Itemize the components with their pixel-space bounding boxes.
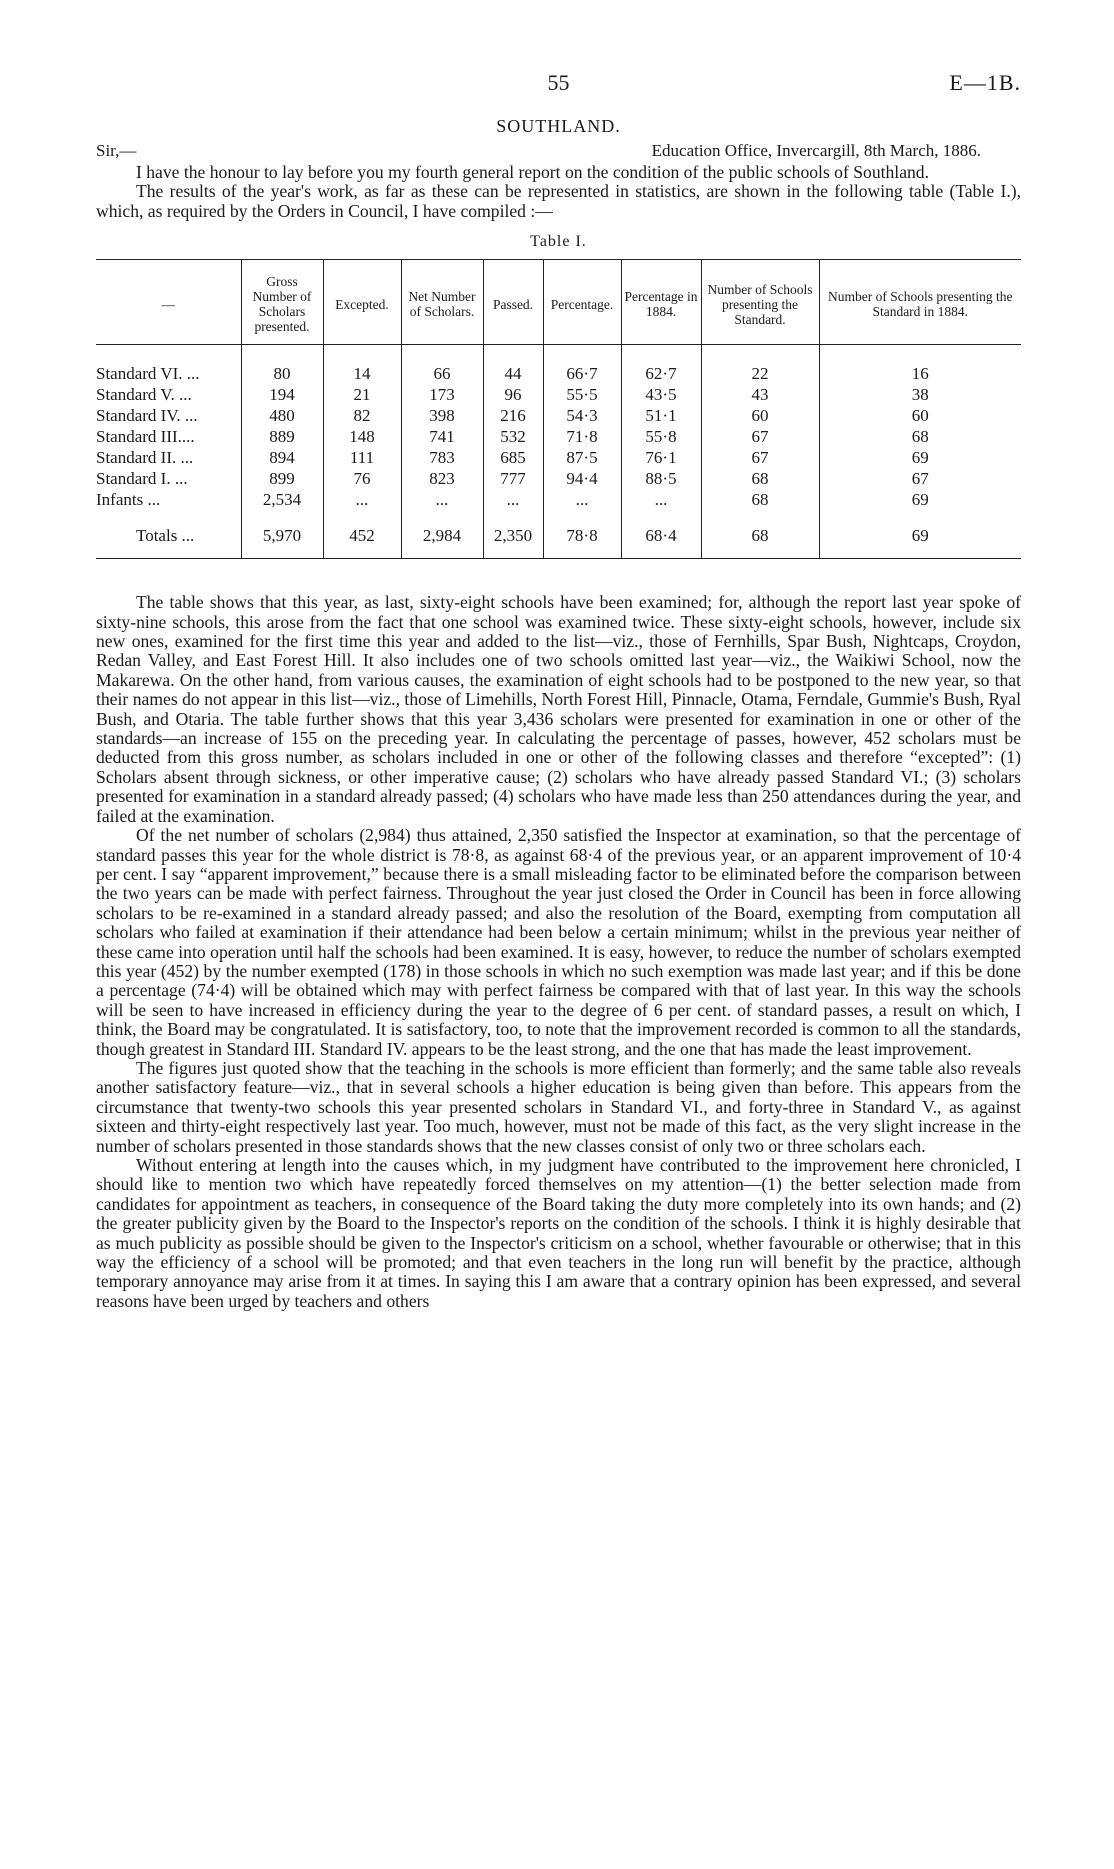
report-body [96,593,1021,1311]
body-paragraph-2: Of the net number of scholars (2,984) thus attained, 2,350 satisfied the Inspector at examination, so that the percentage of standard passes this year for the whole district is 78·8, as against 68·4 of the previous year, or an apparent improvement of 10·4 per cent. I say “apparent improvement,” because there is a small misleading factor to be eliminated before the comparison between the two years can be made with perfect fairness. Throughout the year just closed the Order in Council has been in force allowing scholars to be re-examined in a standard already passed; and also the resolution of the Board, exempting from computation all scholars who failed at examination if their attendance had been below a certain minimum; whilst in the previous year neither of these came into operation until half the schools had been examined. It is easy, however, to reduce the number of scholars exempted this year (452) by the number exempted (178) in those schools in which no such exemption was made last year; and if this be done a percentage (74·4) will be obtained which may with perfect fairness be compared with that of last year. In this way the schools will be seen to have increased in efficiency during the year to the degree of 6 per cent. of standard passes, a result on which, I think, the Board may be congratulated. It is satisfactory, too, to note that the improvement recorded is common to all the standards, though greatest in Standard III. Standard IV. appears to be the least strong, and the one that has made the least improvement. [96,825,1021,1059]
table-totals-row: Totals ... 5,970 452 2,984 2,350 78·8 68·4 68 69 [96,520,1021,559]
table-row: Standard IV. ... 480 82 398 216 54·3 51·1 60 60 [96,405,1021,426]
table-row: Standard I. ... 899 76 823 777 94·4 88·5 68 67 [96,468,1021,489]
document-page [96,70,1021,1311]
table-row: Standard III.... 889 148 741 532 71·8 55·8 67 68 [96,426,1021,447]
intro-paragraph-1: I have the honour to lay before you my fourth general report on the condition of the public schools of Southland. [136,162,929,182]
header-gross: Gross Number of Scholars presented. [241,260,323,345]
intro-paragraph-2: The results of the year's work, as far as these can be represented in statistics, are shown in the following table (Table I.), which, as required by the Orders in Council, I have compiled :— [96,181,1021,221]
body-paragraph-1: The table shows that this year, as last, sixty-eight schools have been examined; for, although the report last year spoke of sixty-nine schools, this arose from the fact that one school was examined twice. These sixty-eight schools, however, include six new ones, examined for the first time this year and added to the list—viz., those of Fernhills, Spar Bush, Nightcaps, Croydon, Redan Valley, and East Forest Hill. It also includes one of two schools omitted last year—viz., the Waikiwi School, now the Makarewa. On the other hand, from various causes, the examination of eight schools had to be postponed to the new year, so that their names do not appear in this list—viz., those of Limehills, North Forest Hill, Pinnacle, Otama, Ferndale, Gummie's Bush, Ryal Bush, and Otaria. The table further shows that this year 3,436 scholars were presented for examination in one or other of the standards—an increase of 155 on the preceding year. In calculating the percentage of passes, however, 452 scholars must be deducted from this gross number, as scholars included in one or other of the following classes and therefore “excepted”: (1) Scholars absent through sickness, or other imperative cause; (2) scholars who have already passed Standard VI.; (3) scholars presented for examination in a standard already passed; (4) scholars who have made less than 250 attendances during the year, and failed at the examination. [96,592,1021,826]
results-table [96,259,1021,559]
table-row: Standard II. ... 894 111 783 685 87·5 76·1 67 69 [96,447,1021,468]
header-excepted: Excepted. [323,260,401,345]
header-label: — [96,260,241,345]
dateline: Education Office, Invercargill, 8th March, 1886. [651,141,981,160]
table-header-row [96,260,1021,345]
table-row: Standard V. ... 194 21 173 96 55·5 43·5 43 38 [96,384,1021,405]
header-schools-1884: Number of Schools presenting the Standard in 1884. [819,260,1021,345]
table-row: Standard VI. ... 80 14 66 44 66·7 62·7 22 16 [96,363,1021,384]
body-paragraph-4: Without entering at length into the causes which, in my judgment have contributed to the improvement here chronicled, I should like to mention two which have repeatedly forced themselves on my attention—(1) the better selection made from candidates for appointment as teachers, in consequence of the Board taking the duty more completely into its own hands; and (2) the greater publicity given by the Board to the Inspector's reports on the condition of the schools. I think it is highly desirable that as much publicity as possible should be given to the Inspector's criticism on a school, whether favourable or otherwise; that in this way the efficiency of a school will be promoted; and that even teachers in the long run will benefit by the practice, although temporary annoyance may arise from it at times. In saying this I am aware that a contrary opinion has been expressed, and several reasons have been urged by teachers and others [96,1155,1021,1311]
region-title: SOUTHLAND. [496,116,621,136]
letter-heading [96,141,1021,163]
salutation: Sir,— [96,141,137,160]
header-net: Net Number of Scholars. [401,260,483,345]
header-percentage: Percentage. [543,260,621,345]
page-number: 55 [547,70,570,95]
document-reference: E—1B. [949,70,1021,95]
body-paragraph-3: The figures just quoted show that the teaching in the schools is more efficient than formerly; and the same table also reveals another satisfactory feature—viz., that in several schools a higher education is being given than before. This appears from the circumstance that twenty-two schools this year presented scholars in Standard VI., and forty-three in Standard V., as against sixteen and thirty-eight respectively last year. Too much, however, must not be made of this fact, as the very slight increase in the number of scholars presented in those standards shows that the new classes consist of only two or three scholars each. [96,1057,1021,1156]
header-schools: Number of Schools presenting the Standard. [701,260,819,345]
header-percentage-1884: Percentage in 1884. [621,260,701,345]
table-caption: Table I. [530,233,587,251]
table-row: Infants ... 2,534 ... ... ... ... ... 68 69 [96,489,1021,510]
page-header [96,70,1021,110]
header-passed: Passed. [483,260,543,345]
